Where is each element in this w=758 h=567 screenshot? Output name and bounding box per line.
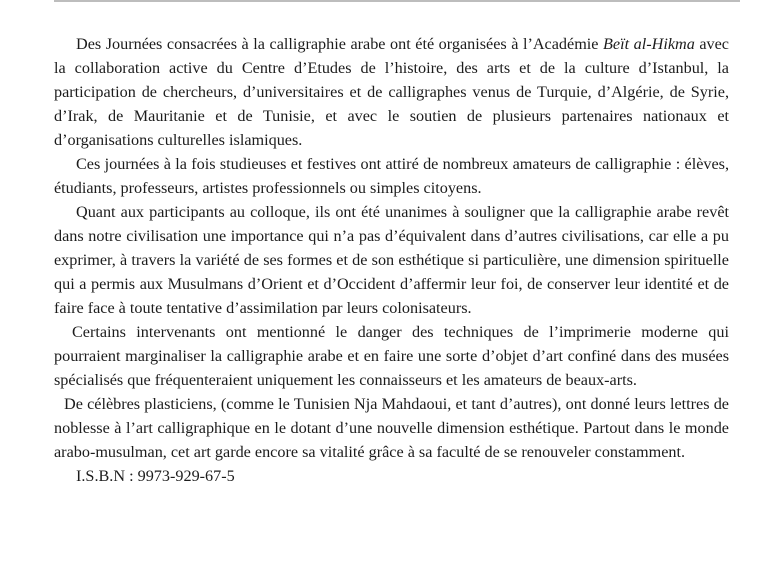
isbn-number: I.S.B.N : 9973-929-67-5: [76, 467, 235, 485]
paragraph-5: De célèbres plasticiens, (comme le Tunisien Nja Mahdaoui, et tant d’autres), ont donné leurs lettres de noblesse à l’art calligraphique en le dotant d’une nouvelle dimension esthétique. Partout dans le monde arabo-musulman, cet art garde encore sa vitalité grâce à sa faculté de se renouveler constamment.: [54, 395, 729, 461]
paragraph-3: Quant aux participants au colloque, ils ont été unanimes à souligner que la calligraphie arabe revêt dans notre civilisation une importance qui n’a pas d’équivalent dans d’autres civilisations, car elle a pu exprimer, à travers la variété de ses formes et de son esthétique si particulière, une dimension spirituelle qui a permis aux Musulmans d’Orient et d’Occident d’affermir leur foi, de conserver leur identité et de faire face à toute tentative d’assimilation par leurs colonisateurs.: [54, 203, 729, 317]
top-divider: [54, 0, 740, 2]
paragraph-1-start: Des Journées consacrées à la calligraphie arabe ont été organisées à l’Académie: [76, 35, 604, 53]
paragraph-1: [54, 32, 729, 152]
paragraph-1-end: avec la collaboration active du Centre d’Etudes de l’histoire, des arts et de la culture d’Istanbul, la participation de chercheurs, d’universitaires et de calligraphes venus de Turquie, d’Algérie, de Syrie, d’Irak, de Mauritanie et de Tunisie, et avec le soutien de plusieurs partenaires nationaux et d’organisations culturelles islamiques.: [54, 35, 729, 149]
paragraph-4: Certains intervenants ont mentionné le danger des techniques de l’imprimerie moderne qui pourraient marginaliser la calligraphie arabe et en faire une sorte d’objet d’art confiné dans des musées spécialisés que fréquenteraient uniquement les connaisseurs et les amateurs de beaux-arts.: [54, 323, 729, 389]
academy-name: Beït al-Hikma: [603, 35, 695, 53]
book-back-cover-text: [54, 32, 729, 488]
paragraph-2: Ces journées à la fois studieuses et festives ont attiré de nombreux amateurs de calligraphie : élèves, étudiants, professeurs, artistes professionnels ou simples citoyens.: [54, 155, 729, 197]
